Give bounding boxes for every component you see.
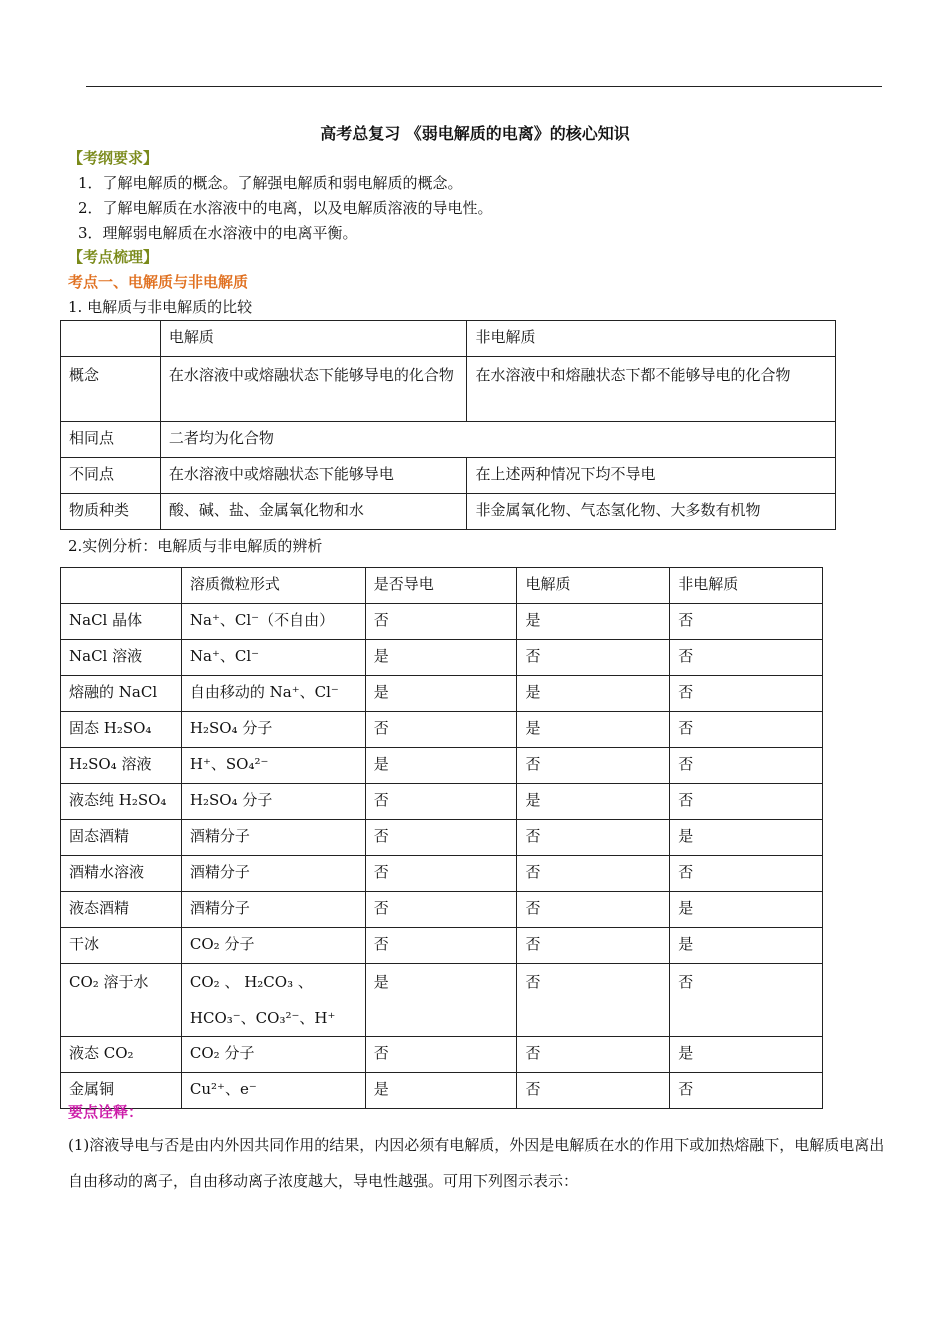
- table-row: [61, 784, 823, 820]
- requirement-item: 3．理解弱电解质在水溶液中的电离平衡。: [78, 224, 358, 242]
- table-header-cell: 电解质: [160, 321, 467, 357]
- requirement-item: 2．了解电解质在水溶液中的电离，以及电解质溶液的导电性。: [78, 199, 493, 217]
- table-cell: 否: [670, 856, 823, 892]
- table-cell: 二者均为化合物: [160, 422, 835, 458]
- table-cell: 否: [365, 820, 517, 856]
- table-cell: 否: [365, 712, 517, 748]
- table-row: [61, 712, 823, 748]
- table-row-label: CO₂ 溶于水: [61, 964, 182, 1037]
- table-cell: 是: [365, 640, 517, 676]
- table-row: [61, 676, 823, 712]
- table-row: [61, 1073, 823, 1109]
- table-row-label: 干冰: [61, 928, 182, 964]
- table-cell: Cu²⁺、e⁻: [181, 1073, 365, 1109]
- table-cell: H₂SO₄ 分子: [181, 784, 365, 820]
- table-row: [61, 458, 836, 494]
- table-row-label: 相同点: [61, 422, 161, 458]
- table-row-label: H₂SO₄ 溶液: [61, 748, 182, 784]
- table-cell: 否: [670, 748, 823, 784]
- table-cell: CO₂ 分子: [181, 928, 365, 964]
- table-cell: 否: [670, 964, 823, 1037]
- table-cell: 是: [517, 604, 670, 640]
- table-row: [61, 1037, 823, 1073]
- table-cell: 在上述两种情况下均不导电: [467, 458, 836, 494]
- table-row: [61, 928, 823, 964]
- table-cell: 否: [517, 892, 670, 928]
- table-cell: 酸、碱、盐、金属氧化物和水: [160, 494, 467, 530]
- table-cell: 是: [365, 964, 517, 1037]
- table-row-label: 固态 H₂SO₄: [61, 712, 182, 748]
- table-cell: 自由移动的 Na⁺、Cl⁻: [181, 676, 365, 712]
- table-row-label: 不同点: [61, 458, 161, 494]
- table-row-label: NaCl 溶液: [61, 640, 182, 676]
- table-row: [61, 856, 823, 892]
- table-cell: 否: [365, 604, 517, 640]
- table-row-label: 物质种类: [61, 494, 161, 530]
- table-header-cell: 是否导电: [365, 568, 517, 604]
- table-row-label: 金属铜: [61, 1073, 182, 1109]
- table-cell: H⁺、SO₄²⁻: [181, 748, 365, 784]
- table-row: [61, 892, 823, 928]
- table-row: [61, 604, 823, 640]
- table-row-label: 液态 CO₂: [61, 1037, 182, 1073]
- table-row-label: 液态纯 H₂SO₄: [61, 784, 182, 820]
- table-row: [61, 422, 836, 458]
- notes-paragraph: (1)溶液导电与否是由内外因共同作用的结果，内因必须有电解质，外因是电解质在水的作用下或加热熔融下，电解质电离出自由移动的离子，自由移动离子浓度越大，导电性越强。可用下列图示表示：: [68, 1136, 885, 1190]
- table-row-label: 概念: [61, 357, 161, 422]
- table-header-row: [61, 568, 823, 604]
- table-cell: 否: [365, 1037, 517, 1073]
- table-cell: 在水溶液中和熔融状态下都不能够导电的化合物: [467, 357, 836, 422]
- table-cell: 否: [670, 604, 823, 640]
- table-header-cell: 非电解质: [670, 568, 823, 604]
- table-cell: 否: [670, 1073, 823, 1109]
- table-row-label: 熔融的 NaCl: [61, 676, 182, 712]
- point1-heading: 考点一、电解质与非电解质: [68, 273, 249, 291]
- points-heading: 【考点梳理】: [68, 248, 159, 266]
- table-row: [61, 748, 823, 784]
- table-cell: Na⁺、Cl⁻（不自由）: [181, 604, 365, 640]
- table-cell: 非金属氧化物、气态氢化物、大多数有机物: [467, 494, 836, 530]
- table-row-label: 液态酒精: [61, 892, 182, 928]
- table-cell: 在水溶液中或熔融状态下能够导电的化合物: [160, 357, 467, 422]
- table-cell: 是: [365, 676, 517, 712]
- table-cell: 否: [365, 784, 517, 820]
- table-row-label: NaCl 晶体: [61, 604, 182, 640]
- table-cell: 是: [365, 748, 517, 784]
- table-cell: 是: [365, 1073, 517, 1109]
- table-cell: 酒精分子: [181, 820, 365, 856]
- table-cell: 是: [517, 784, 670, 820]
- table1-caption: 1. 电解质与非电解质的比较: [68, 298, 253, 316]
- table-cell: 是: [670, 820, 823, 856]
- table2-caption: 2.实例分析：电解质与非电解质的辨析: [68, 537, 323, 555]
- table-header-cell: 溶质微粒形式: [181, 568, 365, 604]
- table-cell: [61, 321, 161, 357]
- table-cell: 否: [670, 784, 823, 820]
- table-row: [61, 820, 823, 856]
- table-cell: 是: [670, 1037, 823, 1073]
- table-cell: 是: [670, 892, 823, 928]
- requirement-item: 1．了解电解质的概念。了解强电解质和弱电解质的概念。: [78, 174, 463, 192]
- table-row: [61, 964, 823, 1037]
- notes-heading: 要点诠释：: [68, 1103, 144, 1121]
- table-cell: 否: [517, 1037, 670, 1073]
- comparison-table: [60, 320, 836, 530]
- table-row: [61, 357, 836, 422]
- table-cell: 否: [517, 640, 670, 676]
- page-title: 高考总复习 《弱电解质的电离》的核心知识: [320, 124, 630, 143]
- table-cell: 是: [517, 676, 670, 712]
- table-cell: 否: [365, 928, 517, 964]
- table-row-label: 酒精水溶液: [61, 856, 182, 892]
- example-table: [60, 567, 823, 1109]
- table-cell: CO₂ 、 H₂CO₃ 、 HCO₃⁻、CO₃²⁻、H⁺: [181, 964, 365, 1037]
- table-cell: 否: [517, 1073, 670, 1109]
- table-cell: Na⁺、Cl⁻: [181, 640, 365, 676]
- table-cell: 酒精分子: [181, 856, 365, 892]
- table-cell: 否: [517, 856, 670, 892]
- table-row: [61, 494, 836, 530]
- table-cell: 酒精分子: [181, 892, 365, 928]
- table-cell: CO₂ 分子: [181, 1037, 365, 1073]
- table-cell: 否: [517, 820, 670, 856]
- table-header-cell: [61, 568, 182, 604]
- table-cell: H₂SO₄ 分子: [181, 712, 365, 748]
- table-cell: 否: [365, 856, 517, 892]
- table-row: [61, 640, 823, 676]
- table-cell: 否: [670, 712, 823, 748]
- table-cell: 是: [517, 712, 670, 748]
- table-row-label: 固态酒精: [61, 820, 182, 856]
- table-cell: 否: [517, 964, 670, 1037]
- table-cell: 是: [670, 928, 823, 964]
- table-header-cell: 电解质: [517, 568, 670, 604]
- table-cell: 在水溶液中或熔融状态下能够导电: [160, 458, 467, 494]
- table-cell: 否: [517, 748, 670, 784]
- table-cell: 否: [517, 928, 670, 964]
- table-cell: 否: [670, 640, 823, 676]
- table-cell: 否: [670, 676, 823, 712]
- table-cell: 否: [365, 892, 517, 928]
- header-rule: [86, 86, 882, 87]
- requirements-heading: 【考纲要求】: [68, 149, 159, 167]
- table-row: [61, 321, 836, 357]
- table-header-cell: 非电解质: [467, 321, 836, 357]
